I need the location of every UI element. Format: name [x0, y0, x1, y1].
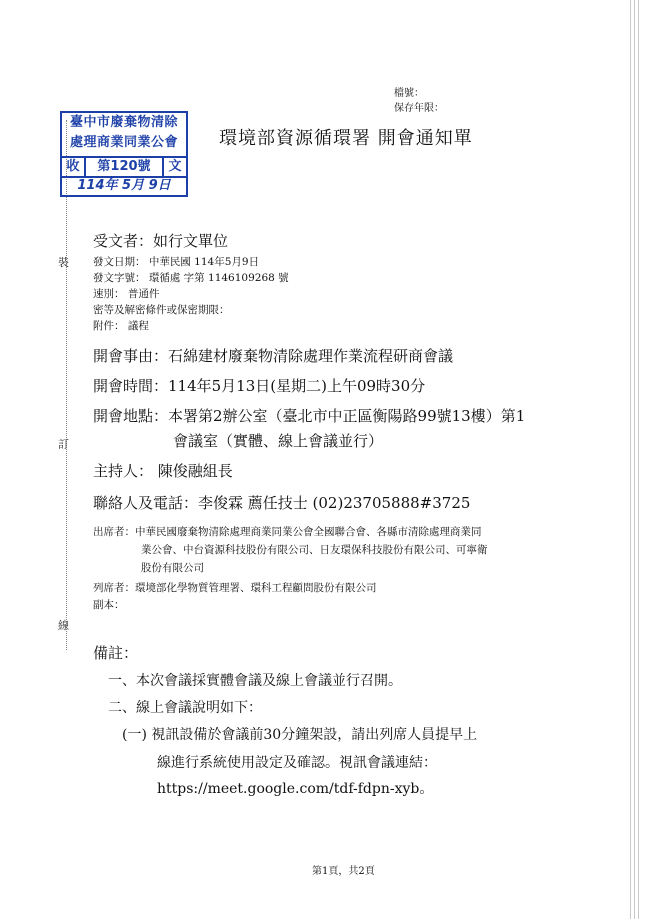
stamp-receipt-char: 收 [62, 157, 86, 176]
stamp-date: 114年 5月 9日 [77, 178, 171, 193]
meeting-subject: 開會事由：石綿建材廢棄物清除處理作業流程研商會議 [93, 347, 454, 365]
stamp-org-name [62, 113, 186, 158]
meeting-location: 開會地點：本署第2辦公室（臺北市中正區衡陽路99號13樓）第1 [93, 407, 526, 425]
meeting-chair: 主持人： 陳俊融組長 [93, 462, 233, 480]
attendees: 出席者：中華民國廢棄物清除處理商業同業公會全國聯合會、各縣市清除處理商業同 [93, 526, 482, 538]
page-edge-line [638, 0, 639, 919]
attachment: 附件： 議程 [93, 320, 149, 332]
receipt-stamp [60, 111, 188, 197]
issue-date: 發文日期： 中華民國 114年5月9日 [93, 256, 260, 268]
doc-number: 發文字號： 環循處 字第 1146109268 號 [93, 272, 289, 284]
meeting-location-cont: 會議室（實體、線上會議並行） [173, 432, 384, 450]
notes-heading: 備註： [93, 644, 139, 662]
observers: 列席者：環境部化學物質管理署、環科工程顧問股份有限公司 [93, 582, 377, 594]
note-subitem-cont: 線進行系統使用設定及確認。視訊會議連結： [157, 755, 437, 771]
document-title: 環境部資源循環署 開會通知單 [219, 128, 473, 149]
binding-mark: 訂 [58, 438, 69, 451]
attendees-cont: 業公會、中台資源科技股份有限公司、日友環保科技股份有限公司、可寧衛 [141, 544, 488, 556]
binding-mark: 線 [58, 619, 69, 632]
stamp-receipt-number: 第120號 [86, 157, 164, 176]
meeting-link[interactable]: https://meet.google.com/tdf-fdpn-xyb。 [157, 781, 434, 797]
cc: 副本： [93, 599, 125, 611]
security-level: 密等及解密條件或保密期限： [93, 304, 230, 316]
stamp-receipt-row [62, 157, 186, 178]
file-number-label: 檔號： [394, 88, 424, 99]
page-number: 第1頁，共2頁 [312, 866, 375, 877]
recipient: 受文者：如行文單位 [93, 232, 229, 250]
retention-label: 保存年限： [394, 103, 444, 114]
attendees-cont: 股份有限公司 [141, 562, 204, 574]
note-item: 一、本次會議採實體會議及線上會議並行召開。 [108, 673, 402, 689]
binding-mark: 裝 [58, 256, 69, 269]
binding-line [66, 120, 67, 650]
stamp-org-line: 處理商業同業公會 [69, 135, 178, 150]
note-subitem: (一) 視訊設備於會議前30分鐘架設，請出列席人員提早上 [122, 727, 478, 743]
page-edge-line [634, 0, 635, 919]
stamp-doc-char: 文 [168, 159, 182, 174]
speed: 速別： 普通件 [93, 288, 160, 300]
stamp-org-line: 臺中市廢棄物清除 [69, 115, 178, 130]
page-edge-line [630, 0, 631, 919]
note-item: 二、線上會議說明如下： [108, 700, 262, 716]
meeting-contact: 聯絡人及電話：李俊霖 薦任技士 (02)23705888#3725 [93, 494, 471, 512]
meeting-time: 開會時間：114年5月13日(星期二)上午09時30分 [93, 377, 426, 395]
